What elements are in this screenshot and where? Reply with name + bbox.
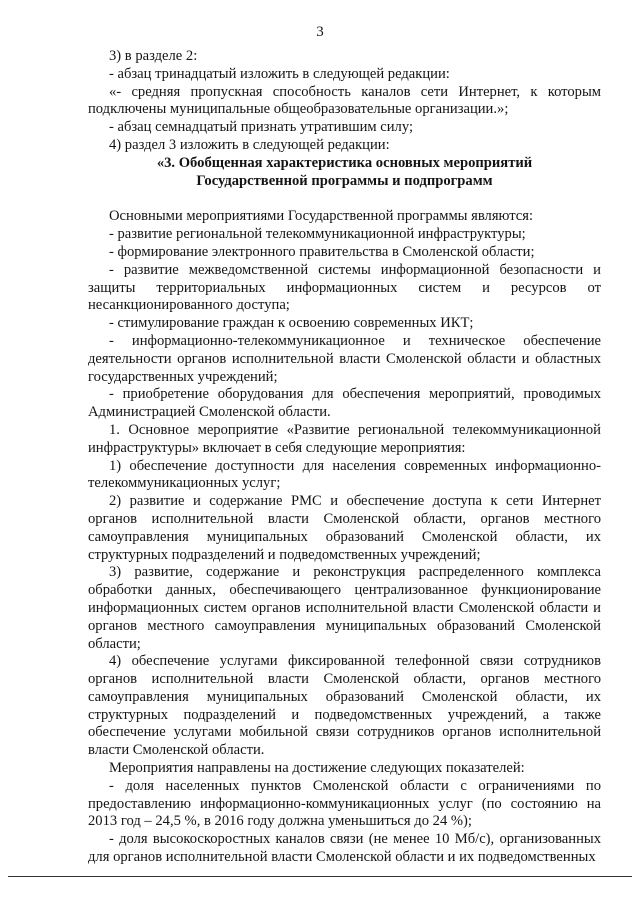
list-item: 3) развитие, содержание и реконструкция распределенного комплекса обработки данных, обеспечивающего централизованное функционирование информационных систем органов исполнительной власти Смоленской области и органов местного самоуправления муниципальных образований Смоленской области; (88, 564, 601, 652)
list-item: - доля населенных пунктов Смоленской области с ограничениями по предоставлению информационно-коммуникационных услуг (по состоянию на 2013 год – 24,5 %, в 2016 году должна уменьшиться до 24 %); (88, 777, 601, 830)
paragraph: - абзац семнадцатый признать утратившим силу; (109, 119, 414, 136)
list-item: - развитие межведомственной системы информационной безопасности и защиты территориальных информационных систем и ресурсов от несанкционированного доступа; (88, 261, 601, 314)
section-heading-line: Государственной программы и подпрограмм (196, 172, 493, 189)
list-item: - доля высокоскоростных каналов связи (не менее 10 Мб/с), организованных для органов исполнительной власти Смоленской области и их подведомственных (88, 831, 601, 866)
section-heading-line: «3. Обобщенная характеристика основных мероприятий (156, 154, 533, 171)
paragraph: 3) в разделе 2: (109, 48, 198, 64)
list-item: 4) обеспечение услугами фиксированной телефонной связи сотрудников органов исполнительной власти Смоленской области, органов местного самоуправления муниципальных образований Смоленской области, их структурных подразделений и подведомственных учреждений, а также обеспечение услугами мобильной связи сотрудников органов исполнительной власти Смоленской области. (88, 653, 601, 759)
list-item: - стимулирование граждан к освоению современных ИКТ; (109, 315, 474, 332)
page-divider (8, 876, 632, 877)
list-item: - развитие региональной телекоммуникационной инфраструктуры; (109, 226, 526, 243)
list-item: - формирование электронного правительства в Смоленской области; (109, 243, 535, 260)
page-number: 3 (316, 24, 324, 40)
paragraph: Мероприятия направлены на достижение следующих показателей: (109, 760, 525, 777)
spacer (88, 190, 601, 208)
paragraph: «- средняя пропускная способность каналов сети Интернет, к которым подключены муниципальные общеобразовательные организации.»; (88, 83, 601, 118)
paragraph: - абзац тринадцатый изложить в следующей редакции: (109, 65, 450, 82)
paragraph: 4) раздел 3 изложить в следующей редакции: (109, 136, 390, 153)
document-body (88, 48, 601, 867)
list-item: 2) развитие и содержание РМС и обеспечение доступа к сети Интернет органов исполнительной власти Смоленской области, органов местного самоуправления муниципальных образований Смоленской области, их структурных подразделений и подведомственных учреждений; (88, 493, 601, 563)
list-item: - приобретение оборудования для обеспечения мероприятий, проводимых Администрацией Смоленской области. (88, 386, 601, 421)
paragraph: 1. Основное мероприятие «Развитие региональной телекоммуникационной инфраструктуры» включает в себя следующие мероприятия: (88, 421, 601, 456)
list-item: 1) обеспечение доступности для населения современных информационно-телекоммуникационных услуг; (88, 457, 601, 492)
paragraph: Основными мероприятиями Государственной программы являются: (109, 208, 534, 225)
list-item: - информационно-телекоммуникационное и техническое обеспечение деятельности органов исполнительной власти Смоленской области и областных государственных учреждений; (88, 332, 601, 385)
